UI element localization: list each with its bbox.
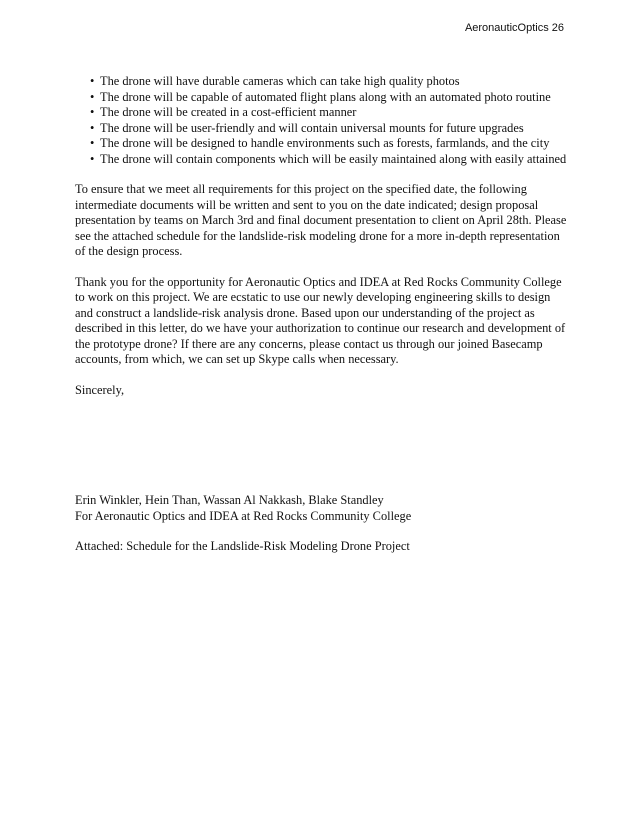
list-item-text: The drone will be user-friendly and will contain universal mounts for future upgrades bbox=[100, 120, 524, 135]
bullet-icon: • bbox=[90, 136, 95, 150]
list-item bbox=[75, 105, 571, 121]
thanks-paragraph: Thank you for the opportunity for Aeronautic Optics and IDEA at Red Rocks Community College to work on this project. We are ecstatic to use our newly developing engineering skills to design and construct a landslide-risk analysis drone. Based upon our understanding of the project as described in this letter, do we have your authorization to continue our research and development of the prototype drone? If there are any concerns, please contact us through our joined Basecamp accounts, from which, we can set up Skype calls when necessary. bbox=[75, 274, 566, 366]
letter-body bbox=[75, 74, 571, 570]
closing-salutation: Sincerely, bbox=[75, 382, 125, 397]
signer-organization: For Aeronautic Optics and IDEA at Red Rocks Community College bbox=[75, 508, 412, 523]
bullet-icon: • bbox=[90, 120, 95, 135]
list-item bbox=[75, 152, 571, 168]
bullet-icon: • bbox=[90, 89, 95, 104]
requirements-list bbox=[75, 74, 571, 167]
list-item bbox=[75, 90, 571, 106]
list-item-text: The drone will contain components which will be easily maintained along with easily attained bbox=[100, 151, 567, 166]
list-item-text: The drone will be capable of automated flight plans along with an automated photo routine bbox=[100, 89, 551, 104]
attachment-note: Attached: Schedule for the Landslide-Risk Modeling Drone Project bbox=[75, 539, 410, 553]
bullet-icon: • bbox=[90, 151, 95, 166]
list-item bbox=[75, 74, 571, 90]
page-header: AeronauticOptics 26 bbox=[464, 22, 564, 34]
signer-names: Erin Winkler, Hein Than, Wassan Al Nakkash, Blake Standley bbox=[75, 493, 384, 507]
bullet-icon: • bbox=[90, 74, 95, 88]
list-item-text: The drone will have durable cameras which can take high quality photos bbox=[100, 74, 460, 88]
list-item-text: The drone will be created in a cost-efficient manner bbox=[100, 105, 357, 119]
list-item bbox=[75, 121, 571, 137]
signature-block bbox=[75, 493, 571, 524]
schedule-paragraph: To ensure that we meet all requirements for this project on the specified date, the following intermediate documents will be written and sent to you on the date indicated; design proposal presentation by teams on March 3rd and final document presentation to client on April 28th. Please see the attached schedule for the landslide-risk modeling drone for a more in-depth representation of the design process. bbox=[75, 182, 567, 258]
list-item bbox=[75, 136, 571, 152]
bullet-icon: • bbox=[90, 105, 95, 119]
list-item-text: The drone will be designed to handle environments such as forests, farmlands, and the city bbox=[100, 136, 550, 150]
